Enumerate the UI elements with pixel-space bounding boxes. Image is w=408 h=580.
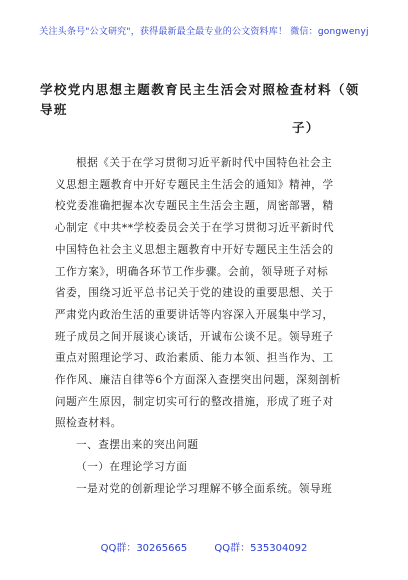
- contact-footer: [0, 539, 408, 554]
- body-line: 一是对党的创新理论学习理解不够全面系统。领导班: [76, 482, 333, 495]
- body-line: 重点对照理论学习、政治素质、能力本领、担当作为、工: [55, 352, 334, 365]
- body-line: 心制定《中共**学校委员会关于在学习贯彻习近平新时代: [55, 222, 335, 235]
- body-line: 班子成员之间开展谈心谈话，开诚布公谈不足。领导班子: [55, 330, 334, 343]
- body-line: 中国特色社会主义思想主题教育中开好专题民主生活会的: [55, 243, 334, 256]
- body-line: 严肃党内政治生活的重要讲话等内容深入开展集中学习，: [55, 308, 334, 321]
- body-line: 照检查材料。: [55, 417, 122, 430]
- body-line: 省委，围绕习近平总书记关于党的建设的重要思想、关于: [55, 287, 334, 300]
- body-line: 校党委准确把握本次专题民主生活会主题，周密部署，精: [55, 200, 334, 213]
- document-title-line-1: 学校党内思想主题教育民主生活会对照检查材料（领导班: [40, 82, 360, 117]
- document-body: [55, 153, 355, 500]
- promo-banner: 关注头条号"公文研究"，获得最新最全最专业的公文资料库！ 微信：gongwenyj: [39, 27, 369, 37]
- body-line: 义思想主题教育中开好专题民主生活会的通知》精神，学: [55, 178, 334, 191]
- section-heading: 一、查摆出来的突出问题: [76, 439, 199, 452]
- qq-group-2: QQ群：535304092: [214, 543, 308, 554]
- qq-group-1: QQ群：30265665: [100, 543, 188, 554]
- body-line: 根据《关于在学习贯彻习近平新时代中国特色社会主: [76, 157, 333, 169]
- body-line: 问题产生原因，制定切实可行的整改措施，形成了班子对: [55, 395, 334, 408]
- body-line: 作作风、廉洁自律等6个方面深入查摆突出问题，深刻剖析: [55, 374, 341, 387]
- document-title-line-2: 子）: [292, 120, 320, 135]
- subsection-heading: （一）在理论学习方面: [76, 460, 188, 473]
- body-line: 工作方案》，明确各环节工作步骤。会前，领导班子对标: [55, 265, 329, 278]
